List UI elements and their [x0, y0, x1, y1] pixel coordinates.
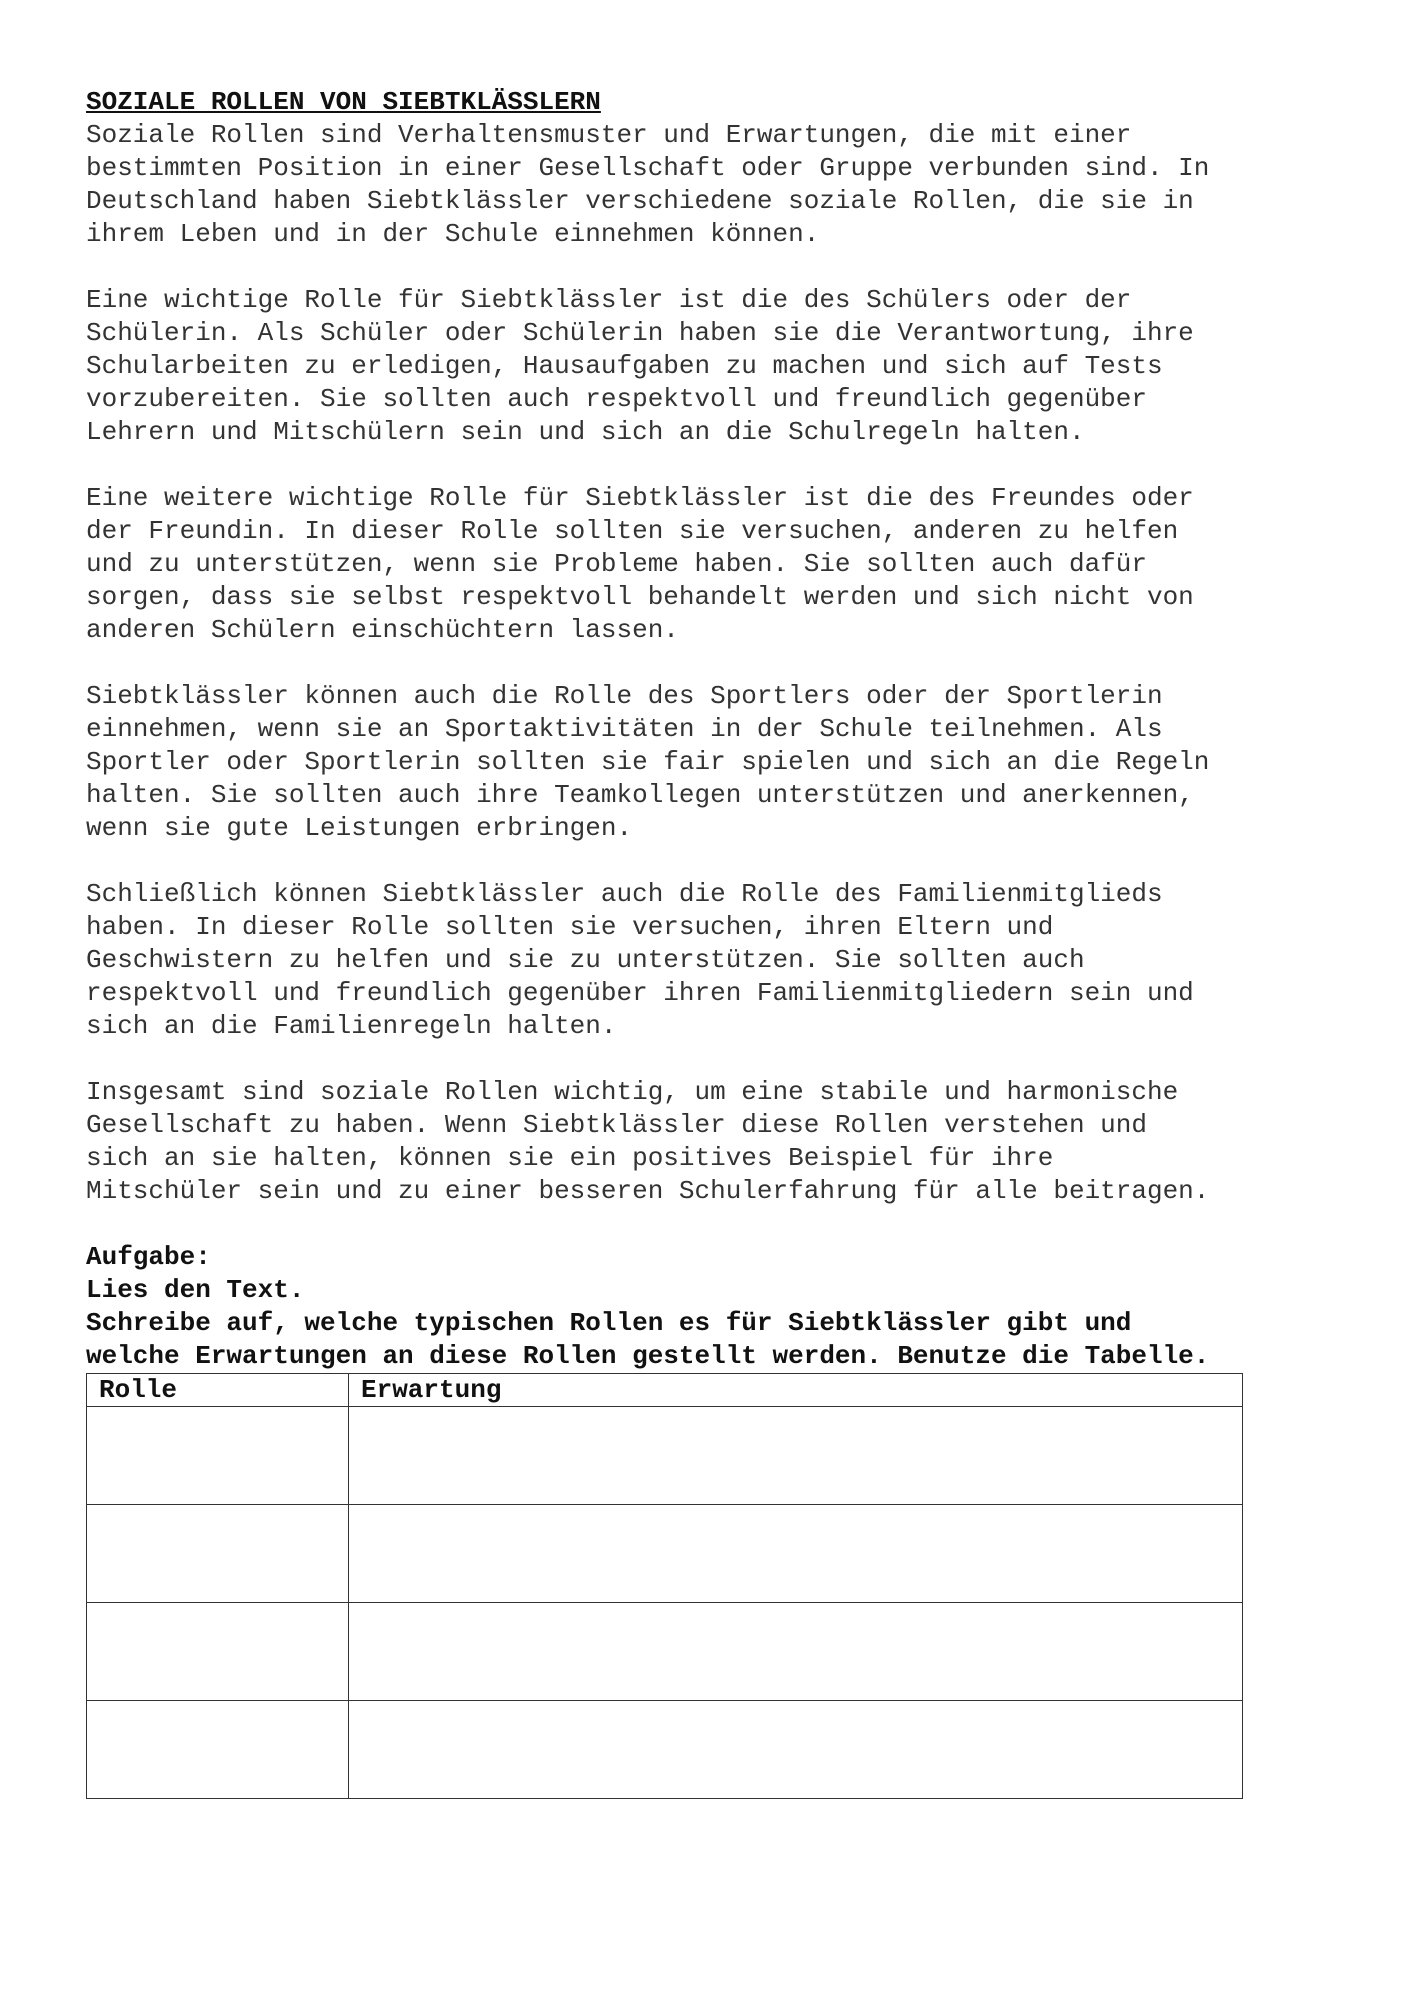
cell-erwartung[interactable]	[349, 1407, 1243, 1505]
task-heading: Aufgabe:	[86, 1242, 211, 1272]
cell-rolle[interactable]	[87, 1603, 349, 1701]
table-row	[87, 1701, 1243, 1799]
cell-erwartung[interactable]	[349, 1603, 1243, 1701]
paragraph-intro: Soziale Rollen sind Verhaltensmuster und Erwartungen, die mit einer bestimmten Position in einer Gesellschaft oder Gruppe verbunden sind. In Deutschland haben Siebtklässler verschiedene soziale Rollen, die sie in ihrem Leben und in der Schule einnehmen können.	[86, 120, 1210, 249]
cell-rolle[interactable]	[87, 1505, 349, 1603]
worksheet-page	[86, 86, 1336, 1799]
cell-erwartung[interactable]	[349, 1701, 1243, 1799]
paragraph-friend-role: Eine weitere wichtige Rolle für Siebtklässler ist die des Freundes oder der Freundin. In dieser Rolle sollten sie versuchen, anderen zu helfen und zu unterstützen, wenn sie Probleme haben. Sie sollten auch dafür sorgen, dass sie selbst respektvoll behandelt werden und sich nicht von anderen Schülern einschüchtern lassen.	[86, 483, 1194, 645]
table-row	[87, 1603, 1243, 1701]
task-instruction-read: Lies den Text.	[86, 1275, 305, 1305]
roles-table	[86, 1373, 1243, 1799]
header-rolle: Rolle	[87, 1374, 349, 1407]
paragraph-student-role: Eine wichtige Rolle für Siebtklässler ist die des Schülers oder der Schülerin. Als Schüler oder Schülerin haben sie die Verantwortung, ihre Schularbeiten zu erledigen, Hausaufgaben zu machen und sich auf Tests vorzubereiten. Sie sollten auch respektvoll und freundlich gegenüber Lehrern und Mitschülern sein und sich an die Schulregeln halten.	[86, 285, 1194, 447]
table-header-row	[87, 1374, 1243, 1407]
header-erwartung: Erwartung	[349, 1374, 1243, 1407]
table-row	[87, 1505, 1243, 1603]
paragraph-conclusion: Insgesamt sind soziale Rollen wichtig, um eine stabile und harmonische Gesellschaft zu haben. Wenn Siebtklässler diese Rollen verstehen und sich an sie halten, können sie ein positives Beispiel für ihre Mitschüler sein und zu einer besseren Schulerfahrung für alle beitragen.	[86, 1077, 1210, 1206]
cell-rolle[interactable]	[87, 1701, 349, 1799]
cell-erwartung[interactable]	[349, 1505, 1243, 1603]
paragraph-athlete-role: Siebtklässler können auch die Rolle des Sportlers oder der Sportlerin einnehmen, wenn sie an Sportaktivitäten in der Schule teilnehmen. Als Sportler oder Sportlerin sollten sie fair spielen und sich an die Regeln halten. Sie sollten auch ihre Teamkollegen unterstützen und anerkennen, wenn sie gute Leistungen erbringen.	[86, 681, 1210, 843]
task-instruction-write: Schreibe auf, welche typischen Rollen es für Siebtklässler gibt und welche Erwartungen an diese Rollen gestellt werden. Benutze die Tabelle.	[86, 1308, 1210, 1371]
cell-rolle[interactable]	[87, 1407, 349, 1505]
table-row	[87, 1407, 1243, 1505]
worksheet-title: SOZIALE ROLLEN VON SIEBTKLÄSSLERN	[86, 87, 601, 117]
paragraph-family-role: Schließlich können Siebtklässler auch die Rolle des Familienmitglieds haben. In dieser Rolle sollten sie versuchen, ihren Eltern und Geschwistern zu helfen und sie zu unterstützen. Sie sollten auch respektvoll und freundlich gegenüber ihren Familienmitgliedern sein und sich an die Familienregeln halten.	[86, 879, 1194, 1041]
